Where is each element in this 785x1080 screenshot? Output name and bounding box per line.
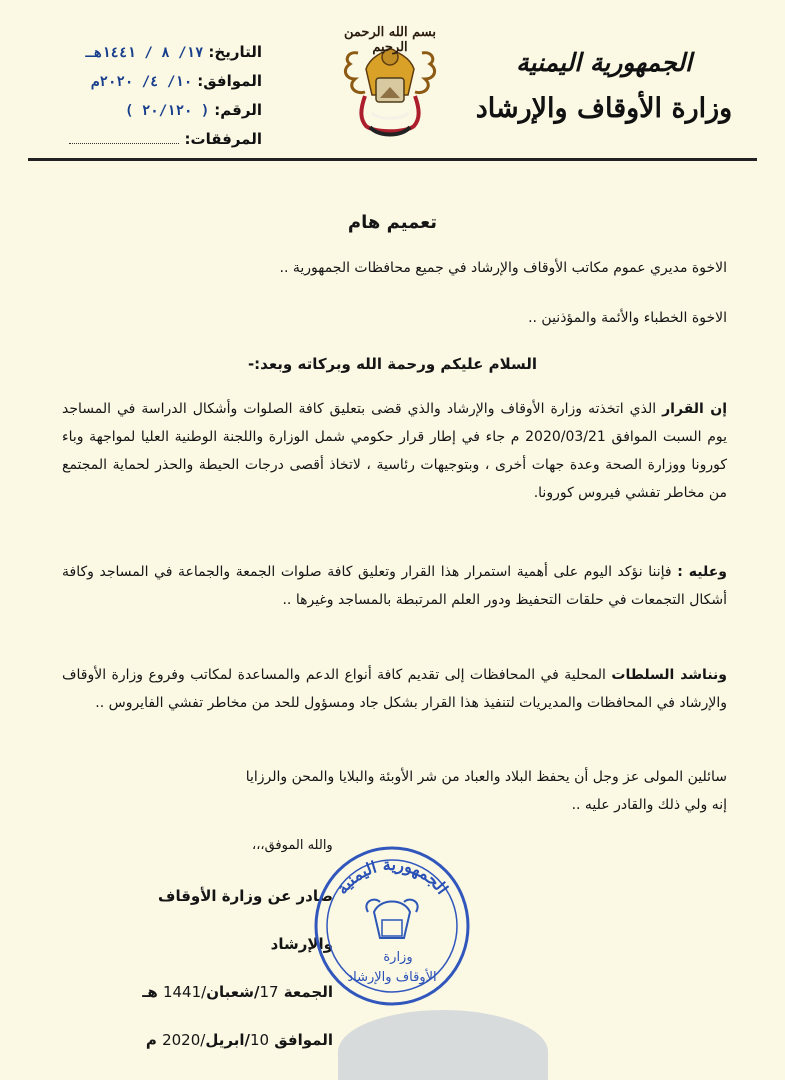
greeting: السلام عليكم ورحمة الله وبركاته وبعد:-	[247, 355, 538, 373]
header-divider	[28, 158, 757, 161]
circular-title: تعميم هام	[347, 212, 438, 233]
svg-text:الأوقاف والإرشاد: الأوقاف والإرشاد	[347, 970, 437, 985]
hijri-date: الجمعة 17/شعبان/1441 هـ	[142, 983, 333, 1001]
prayer-line-2: إنه ولي ذلك والقادر عليه ..	[571, 797, 727, 813]
bottom-stamp-trace	[338, 1010, 548, 1080]
appeal-paragraph: ونناشد السلطات المحلية في المحافظات إلى تقديم كافة أنواع الدعم والمساعدة لمكاتب وفروع وزارة الأوقاف والإرشاد في المحافظات والمديريات لتنفيذ هذا القرار بشكل جاد ومسؤول للحد من مخاطر تفشي الفايروس ..	[62, 667, 727, 711]
gregorian-date: الموافق 10/ابريل/2020 م	[145, 1031, 333, 1049]
republic-name: الجمهورية اليمنية	[516, 48, 692, 77]
prayer-paragraph	[62, 763, 727, 819]
date-row: التاريخ:١٧/ ٨ / ١٤٤١هـ	[85, 43, 262, 61]
prayer-line-1: سائلين المولى عز وجل أن يحفظ البلاد والعباد من شر الأوبئة والبلايا والمحن والرزايا	[245, 769, 727, 785]
svg-text:الجمهورية اليمنية: الجمهورية اليمنية	[332, 854, 452, 898]
signoff-text: والله الموفق،،،	[252, 838, 333, 853]
issuer-block	[103, 872, 333, 1064]
decision-paragraph: إن القرار الذي اتخذته وزارة الأوقاف والإرشاد والذي قضى بتعليق كافة الصلوات وأشكال الدراسة في المساجد يوم السبت الموافق 2020/03/21 م جاء في إطار قرار حكومي شمل الوزارة واللجنة الوطنية العليا لمواجهة وباء كورونا ووزارة الصحة وعدة جهات أخرى ، وبتوجيهات رئاسية ، لاتخاذ أقصى درجات الحيطة والحذر لحماية المجتمع من مخاطر تفشي فيروس كورونا.	[62, 401, 727, 501]
attachments-line	[69, 137, 179, 144]
document-metadata	[42, 38, 262, 153]
attachments-row: المرفقات:	[42, 125, 262, 153]
addressee-offices: الاخوة مديري عموم مكاتب الأوقاف والإرشاد في جميع محافظات الجمهورية ..	[279, 260, 727, 276]
national-emblem	[330, 25, 450, 145]
ministry-letterhead	[469, 46, 739, 128]
continuation-paragraph: وعليه : فإننا نؤكد اليوم على أهمية استمرار هذا القرار وتعليق كافة صلوات الجمعة والجماعة في المساجد وكافة أشكال التجمعات في حلقات التحفيظ ودور العلم المرتبطة بالمساجد وغيرها ..	[62, 564, 727, 608]
ministry-name: وزارة الأوقاف والإرشاد	[475, 93, 733, 124]
svg-text:وزارة: وزارة	[383, 950, 413, 965]
issuer-name: صادر عن وزارة الأوقاف والإرشاد	[158, 887, 333, 953]
reference-number-row: الرقم:( ٢٠/١٢٠ )	[125, 101, 262, 119]
official-stamp-icon	[308, 842, 476, 1010]
basmala-text: بسم الله الرحمن الرحيم	[344, 25, 436, 55]
gregorian-date-row: الموافق:١٠/ ٤/ ٢٠٢٠م	[91, 72, 262, 90]
addressee-preachers: الاخوة الخطباء والأئمة والمؤذنين ..	[528, 310, 727, 326]
